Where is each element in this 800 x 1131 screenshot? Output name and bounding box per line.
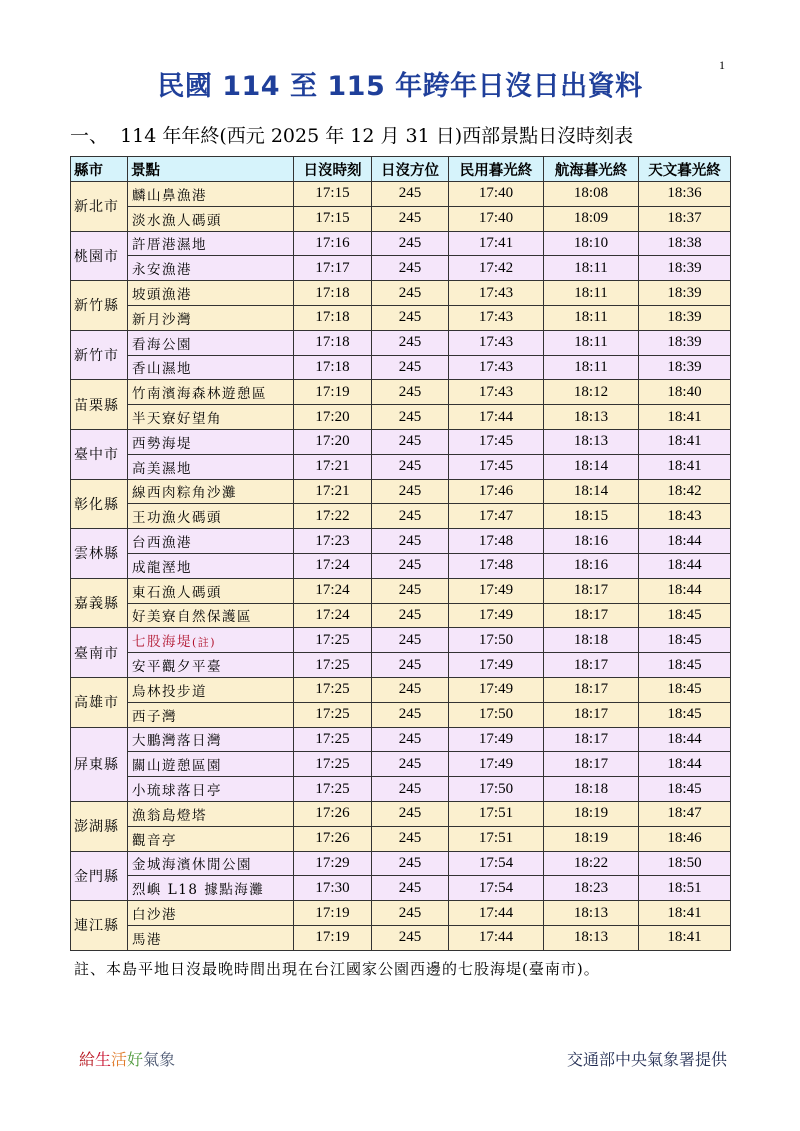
sunset-azimuth-cell: 245 <box>372 727 449 752</box>
civil-twilight-cell: 17:40 <box>449 182 544 207</box>
astronomical-twilight-cell: 18:44 <box>639 727 731 752</box>
sunset-time-cell: 17:26 <box>294 801 372 826</box>
sunset-time-cell: 17:18 <box>294 330 372 355</box>
sunset-azimuth-cell: 245 <box>372 653 449 678</box>
civil-twilight-cell: 17:47 <box>449 504 544 529</box>
sunset-time-cell: 17:24 <box>294 578 372 603</box>
civil-twilight-cell: 17:49 <box>449 578 544 603</box>
table-row <box>71 305 731 330</box>
sunset-azimuth-cell: 245 <box>372 330 449 355</box>
sunset-azimuth-cell: 245 <box>372 777 449 802</box>
civil-twilight-cell: 17:54 <box>449 851 544 876</box>
county-cell: 澎湖縣 <box>71 801 128 851</box>
nautical-twilight-cell: 18:17 <box>544 727 639 752</box>
sunset-time-cell: 17:16 <box>294 231 372 256</box>
table-row <box>71 479 731 504</box>
sunset-azimuth-cell: 245 <box>372 206 449 231</box>
nautical-twilight-cell: 18:17 <box>544 702 639 727</box>
county-cell: 臺南市 <box>71 628 128 678</box>
spot-name: 七股海堤 <box>132 634 192 651</box>
sunset-azimuth-cell: 245 <box>372 405 449 430</box>
sunset-azimuth-cell: 245 <box>372 628 449 653</box>
spot-cell: 白沙港 <box>128 901 294 926</box>
sunset-azimuth-cell: 245 <box>372 231 449 256</box>
county-cell: 新北市 <box>71 182 128 232</box>
nautical-twilight-cell: 18:11 <box>544 355 639 380</box>
sunset-azimuth-cell: 245 <box>372 851 449 876</box>
slogan-part: 氣象 <box>143 1050 176 1069</box>
civil-twilight-cell: 17:43 <box>449 380 544 405</box>
spot-cell: 西勢海堤 <box>128 429 294 454</box>
nautical-twilight-cell: 18:13 <box>544 925 639 950</box>
nautical-twilight-cell: 18:22 <box>544 851 639 876</box>
table-row <box>71 429 731 454</box>
civil-twilight-cell: 17:44 <box>449 925 544 950</box>
nautical-twilight-cell: 18:13 <box>544 901 639 926</box>
header-sunset-time: 日沒時刻 <box>294 157 372 182</box>
astronomical-twilight-cell: 18:39 <box>639 330 731 355</box>
civil-twilight-cell: 17:43 <box>449 305 544 330</box>
spot-cell: 麟山鼻漁港 <box>128 182 294 207</box>
table-row <box>71 231 731 256</box>
nautical-twilight-cell: 18:18 <box>544 777 639 802</box>
sunset-azimuth-cell: 245 <box>372 529 449 554</box>
sunset-time-cell: 17:25 <box>294 702 372 727</box>
table-row <box>71 901 731 926</box>
county-cell: 金門縣 <box>71 851 128 901</box>
table-row <box>71 454 731 479</box>
county-cell: 彰化縣 <box>71 479 128 529</box>
slogan-part: 好 <box>127 1050 144 1069</box>
slogan <box>79 1047 175 1070</box>
sunset-time-cell: 17:19 <box>294 901 372 926</box>
table-row <box>71 801 731 826</box>
sunset-time-cell: 17:24 <box>294 603 372 628</box>
sunset-azimuth-cell: 245 <box>372 925 449 950</box>
nautical-twilight-cell: 18:11 <box>544 281 639 306</box>
astronomical-twilight-cell: 18:44 <box>639 529 731 554</box>
sunset-azimuth-cell: 245 <box>372 504 449 529</box>
section-subtitle: 一、 114 年年終(西元 2025 年 12 月 31 日)西部景點日沒時刻表 <box>70 125 634 147</box>
spot-cell: 台西漁港 <box>128 529 294 554</box>
astronomical-twilight-cell: 18:41 <box>639 454 731 479</box>
spot-cell: 成龍溼地 <box>128 553 294 578</box>
nautical-twilight-cell: 18:10 <box>544 231 639 256</box>
nautical-twilight-cell: 18:14 <box>544 479 639 504</box>
astronomical-twilight-cell: 18:45 <box>639 777 731 802</box>
sunset-azimuth-cell: 245 <box>372 677 449 702</box>
astronomical-twilight-cell: 18:39 <box>639 355 731 380</box>
astronomical-twilight-cell: 18:45 <box>639 677 731 702</box>
sunset-time-cell: 17:15 <box>294 206 372 231</box>
table-row <box>71 677 731 702</box>
sunset-azimuth-cell: 245 <box>372 752 449 777</box>
nautical-twilight-cell: 18:17 <box>544 603 639 628</box>
table-row <box>71 925 731 950</box>
sunset-time-cell: 17:21 <box>294 479 372 504</box>
astronomical-twilight-cell: 18:41 <box>639 925 731 950</box>
page-title: 民國 114 至 115 年跨年日沒日出資料 <box>157 71 643 102</box>
civil-twilight-cell: 17:50 <box>449 628 544 653</box>
nautical-twilight-cell: 18:12 <box>544 380 639 405</box>
astronomical-twilight-cell: 18:39 <box>639 281 731 306</box>
sunset-time-cell: 17:19 <box>294 925 372 950</box>
provider-credit: 交通部中央氣象署提供 <box>566 1050 727 1069</box>
sunset-time-cell: 17:25 <box>294 777 372 802</box>
sunset-time-cell: 17:29 <box>294 851 372 876</box>
civil-twilight-cell: 17:43 <box>449 355 544 380</box>
spot-cell: 永安漁港 <box>128 256 294 281</box>
nautical-twilight-cell: 18:13 <box>544 429 639 454</box>
spot-cell: 東石漁人碼頭 <box>128 578 294 603</box>
county-cell: 新竹市 <box>71 330 128 380</box>
county-cell: 臺中市 <box>71 429 128 479</box>
sunset-time-cell: 17:25 <box>294 677 372 702</box>
civil-twilight-cell: 17:48 <box>449 553 544 578</box>
nautical-twilight-cell: 18:16 <box>544 553 639 578</box>
civil-twilight-cell: 17:42 <box>449 256 544 281</box>
table-row <box>71 851 731 876</box>
sunset-time-cell: 17:15 <box>294 182 372 207</box>
spot-cell: 王功漁火碼頭 <box>128 504 294 529</box>
astronomical-twilight-cell: 18:44 <box>639 553 731 578</box>
spot-cell: 烏林投步道 <box>128 677 294 702</box>
astronomical-twilight-cell: 18:41 <box>639 405 731 430</box>
civil-twilight-cell: 17:40 <box>449 206 544 231</box>
spot-cell: 竹南濱海森林遊憩區 <box>128 380 294 405</box>
astronomical-twilight-cell: 18:50 <box>639 851 731 876</box>
nautical-twilight-cell: 18:17 <box>544 578 639 603</box>
note-marker: (註) <box>192 636 217 650</box>
civil-twilight-cell: 17:50 <box>449 702 544 727</box>
spot-cell: 烈嶼 L18 據點海灘 <box>128 876 294 901</box>
county-cell: 新竹縣 <box>71 281 128 331</box>
sunset-azimuth-cell: 245 <box>372 801 449 826</box>
table-body <box>71 182 731 951</box>
civil-twilight-cell: 17:44 <box>449 901 544 926</box>
table-row <box>71 206 731 231</box>
sunset-time-cell: 17:25 <box>294 653 372 678</box>
county-cell: 雲林縣 <box>71 529 128 579</box>
spot-cell: 新月沙灣 <box>128 305 294 330</box>
astronomical-twilight-cell: 18:46 <box>639 826 731 851</box>
civil-twilight-cell: 17:44 <box>449 405 544 430</box>
table-row <box>71 256 731 281</box>
civil-twilight-cell: 17:49 <box>449 727 544 752</box>
header-astronomical-twilight: 天文暮光終 <box>639 157 731 182</box>
sunset-time-cell: 17:23 <box>294 529 372 554</box>
sunset-time-cell: 17:18 <box>294 305 372 330</box>
civil-twilight-cell: 17:49 <box>449 752 544 777</box>
table-row <box>71 628 731 653</box>
astronomical-twilight-cell: 18:36 <box>639 182 731 207</box>
sunset-time-cell: 17:20 <box>294 429 372 454</box>
table-row <box>71 553 731 578</box>
slogan-part: 給 <box>79 1050 96 1069</box>
spot-cell: 馬港 <box>128 925 294 950</box>
table-row <box>71 405 731 430</box>
table-row <box>71 603 731 628</box>
sunset-time-cell: 17:21 <box>294 454 372 479</box>
sunset-azimuth-cell: 245 <box>372 479 449 504</box>
table-row <box>71 281 731 306</box>
civil-twilight-cell: 17:43 <box>449 330 544 355</box>
astronomical-twilight-cell: 18:44 <box>639 578 731 603</box>
nautical-twilight-cell: 18:23 <box>544 876 639 901</box>
table-row <box>71 330 731 355</box>
spot-cell: 安平觀夕平臺 <box>128 653 294 678</box>
county-cell: 嘉義縣 <box>71 578 128 628</box>
sunset-azimuth-cell: 245 <box>372 305 449 330</box>
sunset-table <box>70 156 731 951</box>
civil-twilight-cell: 17:49 <box>449 677 544 702</box>
header-spot: 景點 <box>128 157 294 182</box>
county-cell: 屏東縣 <box>71 727 128 801</box>
table-row <box>71 727 731 752</box>
table-row <box>71 826 731 851</box>
spot-cell: 小琉球落日亭 <box>128 777 294 802</box>
spot-cell: 高美濕地 <box>128 454 294 479</box>
table-row <box>71 653 731 678</box>
astronomical-twilight-cell: 18:47 <box>639 801 731 826</box>
slogan-part: 生 <box>95 1050 112 1069</box>
nautical-twilight-cell: 18:19 <box>544 826 639 851</box>
sunset-time-cell: 17:19 <box>294 380 372 405</box>
sunset-time-cell: 17:25 <box>294 628 372 653</box>
sunset-time-cell: 17:25 <box>294 752 372 777</box>
sunset-azimuth-cell: 245 <box>372 256 449 281</box>
spot-cell: 香山濕地 <box>128 355 294 380</box>
spot-cell: 看海公園 <box>128 330 294 355</box>
civil-twilight-cell: 17:50 <box>449 777 544 802</box>
astronomical-twilight-cell: 18:45 <box>639 603 731 628</box>
astronomical-twilight-cell: 18:41 <box>639 901 731 926</box>
sunset-azimuth-cell: 245 <box>372 355 449 380</box>
county-cell: 高雄市 <box>71 677 128 727</box>
astronomical-twilight-cell: 18:40 <box>639 380 731 405</box>
table-header-row <box>71 157 731 182</box>
astronomical-twilight-cell: 18:37 <box>639 206 731 231</box>
spot-cell: 觀音亭 <box>128 826 294 851</box>
sunset-azimuth-cell: 245 <box>372 429 449 454</box>
civil-twilight-cell: 17:51 <box>449 826 544 851</box>
spot-cell: 許厝港濕地 <box>128 231 294 256</box>
civil-twilight-cell: 17:51 <box>449 801 544 826</box>
header-county: 縣市 <box>71 157 128 182</box>
civil-twilight-cell: 17:43 <box>449 281 544 306</box>
sunset-azimuth-cell: 245 <box>372 454 449 479</box>
civil-twilight-cell: 17:45 <box>449 429 544 454</box>
nautical-twilight-cell: 18:13 <box>544 405 639 430</box>
sunset-time-cell: 17:26 <box>294 826 372 851</box>
nautical-twilight-cell: 18:19 <box>544 801 639 826</box>
nautical-twilight-cell: 18:17 <box>544 677 639 702</box>
county-cell: 苗栗縣 <box>71 380 128 430</box>
spot-cell: 半天寮好望角 <box>128 405 294 430</box>
table-row <box>71 777 731 802</box>
astronomical-twilight-cell: 18:39 <box>639 305 731 330</box>
civil-twilight-cell: 17:49 <box>449 653 544 678</box>
sunset-azimuth-cell: 245 <box>372 182 449 207</box>
nautical-twilight-cell: 18:14 <box>544 454 639 479</box>
sunset-azimuth-cell: 245 <box>372 876 449 901</box>
table-row <box>71 380 731 405</box>
spot-cell: 西子灣 <box>128 702 294 727</box>
civil-twilight-cell: 17:54 <box>449 876 544 901</box>
sunset-time-cell: 17:17 <box>294 256 372 281</box>
table-row <box>71 529 731 554</box>
sunset-time-cell: 17:30 <box>294 876 372 901</box>
sunset-time-cell: 17:20 <box>294 405 372 430</box>
spot-cell: 淡水漁人碼頭 <box>128 206 294 231</box>
table-row <box>71 355 731 380</box>
spot-cell: 線西肉粽角沙灘 <box>128 479 294 504</box>
nautical-twilight-cell: 18:18 <box>544 628 639 653</box>
spot-cell: 金城海濱休閒公園 <box>128 851 294 876</box>
spot-cell: 坡頭漁港 <box>128 281 294 306</box>
spot-cell: 大鵬灣落日灣 <box>128 727 294 752</box>
nautical-twilight-cell: 18:08 <box>544 182 639 207</box>
astronomical-twilight-cell: 18:41 <box>639 429 731 454</box>
sunset-azimuth-cell: 245 <box>372 553 449 578</box>
sunset-azimuth-cell: 245 <box>372 578 449 603</box>
astronomical-twilight-cell: 18:45 <box>639 628 731 653</box>
header-sunset-azimuth: 日沒方位 <box>372 157 449 182</box>
table-row <box>71 578 731 603</box>
civil-twilight-cell: 17:45 <box>449 454 544 479</box>
astronomical-twilight-cell: 18:42 <box>639 479 731 504</box>
nautical-twilight-cell: 18:11 <box>544 256 639 281</box>
table-row <box>71 504 731 529</box>
astronomical-twilight-cell: 18:39 <box>639 256 731 281</box>
nautical-twilight-cell: 18:17 <box>544 653 639 678</box>
nautical-twilight-cell: 18:17 <box>544 752 639 777</box>
county-cell: 連江縣 <box>71 901 128 951</box>
spot-cell: 關山遊憩區園 <box>128 752 294 777</box>
sunset-azimuth-cell: 245 <box>372 702 449 727</box>
astronomical-twilight-cell: 18:43 <box>639 504 731 529</box>
astronomical-twilight-cell: 18:45 <box>639 653 731 678</box>
sunset-azimuth-cell: 245 <box>372 826 449 851</box>
table-row <box>71 702 731 727</box>
civil-twilight-cell: 17:48 <box>449 529 544 554</box>
spot-cell: 漁翁島燈塔 <box>128 801 294 826</box>
county-cell: 桃園市 <box>71 231 128 281</box>
nautical-twilight-cell: 18:09 <box>544 206 639 231</box>
page-number: 1 <box>719 58 725 72</box>
nautical-twilight-cell: 18:16 <box>544 529 639 554</box>
table-row <box>71 752 731 777</box>
astronomical-twilight-cell: 18:51 <box>639 876 731 901</box>
sunset-azimuth-cell: 245 <box>372 901 449 926</box>
nautical-twilight-cell: 18:11 <box>544 305 639 330</box>
sunset-azimuth-cell: 245 <box>372 603 449 628</box>
nautical-twilight-cell: 18:15 <box>544 504 639 529</box>
table-row <box>71 182 731 207</box>
footnote: 註、本島平地日沒最晚時間出現在台江國家公園西邊的七股海堤(臺南市)。 <box>74 960 600 978</box>
civil-twilight-cell: 17:46 <box>449 479 544 504</box>
sunset-azimuth-cell: 245 <box>372 380 449 405</box>
sunset-time-cell: 17:18 <box>294 355 372 380</box>
sunset-time-cell: 17:25 <box>294 727 372 752</box>
slogan-part: 活 <box>111 1050 128 1069</box>
spot-cell <box>128 628 294 653</box>
nautical-twilight-cell: 18:11 <box>544 330 639 355</box>
table-row <box>71 876 731 901</box>
header-civil-twilight: 民用暮光終 <box>449 157 544 182</box>
astronomical-twilight-cell: 18:38 <box>639 231 731 256</box>
spot-cell: 好美寮自然保護區 <box>128 603 294 628</box>
header-nautical-twilight: 航海暮光終 <box>544 157 639 182</box>
sunset-azimuth-cell: 245 <box>372 281 449 306</box>
sunset-time-cell: 17:22 <box>294 504 372 529</box>
civil-twilight-cell: 17:41 <box>449 231 544 256</box>
astronomical-twilight-cell: 18:45 <box>639 702 731 727</box>
sunset-time-cell: 17:18 <box>294 281 372 306</box>
sunset-time-cell: 17:24 <box>294 553 372 578</box>
astronomical-twilight-cell: 18:44 <box>639 752 731 777</box>
civil-twilight-cell: 17:49 <box>449 603 544 628</box>
